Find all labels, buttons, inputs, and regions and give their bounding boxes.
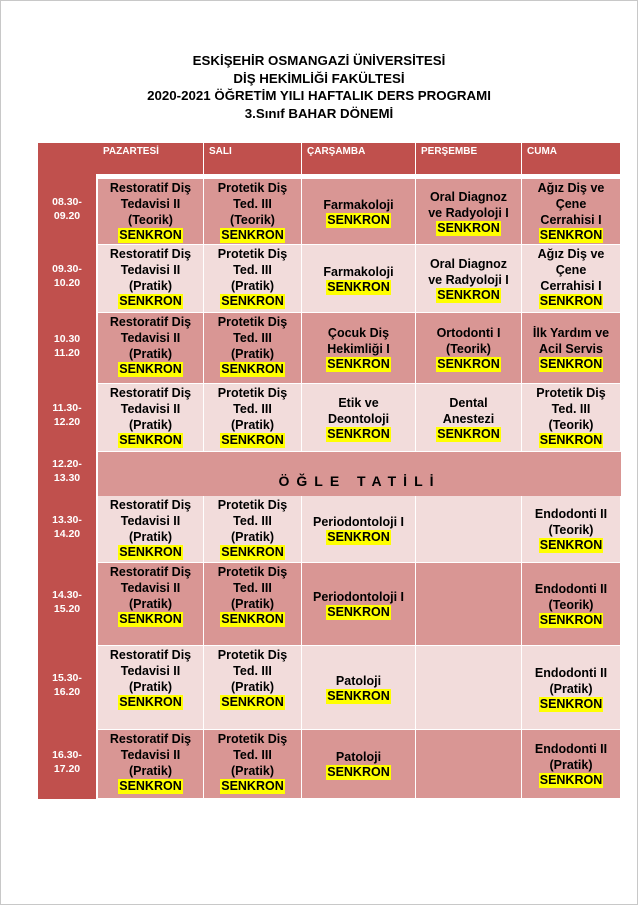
sync-badge: SENKRON (539, 357, 603, 371)
course-text: (Pratik) (230, 418, 275, 432)
sync-badge: SENKRON (539, 228, 603, 242)
title-faculty: DİŞ HEKİMLİĞİ FAKÜLTESİ (233, 70, 405, 86)
course-text: Tedavisi II (120, 514, 181, 528)
sync-badge: SENKRON (327, 279, 390, 294)
course-text: ve Radyoloji I (428, 272, 509, 287)
sync-badge: SENKRON (221, 228, 284, 242)
course-text: (Pratik) (128, 418, 173, 432)
course-text: Ağız Diş ve (537, 181, 605, 195)
course-cell (204, 245, 301, 312)
course-text: Ted. III (233, 581, 272, 595)
day-header-5: CUMA (522, 143, 620, 174)
course-text: (Pratik) (549, 681, 593, 696)
course-text: Acil Servis (539, 342, 603, 356)
sync-badge: SENKRON (221, 545, 284, 559)
course-text: (Teorik) (548, 598, 594, 612)
time-slot (38, 384, 96, 452)
course-text: Protetik Diş (217, 732, 288, 746)
sync-badge: SENKRON (221, 612, 284, 626)
course-text: Ted. III (233, 664, 272, 678)
time-label: 12.20- 13.30 (52, 458, 82, 484)
course-text: (Pratik) (128, 597, 173, 611)
course-text: Restoratif Diş (109, 315, 192, 329)
course-text: Restoratif Diş (109, 181, 192, 195)
course-text: (Pratik) (128, 764, 173, 778)
course-text: Protetik Diş (217, 648, 288, 662)
sync-badge: SENKRON (327, 688, 390, 703)
sync-badge: SENKRON (119, 294, 182, 308)
course-cell (204, 646, 301, 729)
course-text: Restoratif Diş (109, 386, 192, 400)
course-text: Periodontoloji I (313, 590, 404, 604)
course-text: Oral Diagnoz (429, 256, 508, 271)
sync-badge: SENKRON (119, 545, 182, 559)
course-cell (522, 730, 620, 798)
course-cell (416, 179, 521, 244)
sync-badge: SENKRON (437, 357, 500, 371)
schedule-table (38, 143, 621, 799)
course-text: Dental (449, 395, 488, 410)
course-text: Etik ve (338, 395, 379, 410)
course-text: (Pratik) (230, 279, 275, 293)
time-slot (38, 313, 96, 384)
course-cell (416, 563, 521, 645)
course-cell (98, 496, 203, 562)
sync-badge: SENKRON (119, 612, 182, 626)
course-cell (98, 563, 203, 645)
course-text: Oral Diagnoz (429, 189, 508, 204)
course-text: Restoratif Diş (109, 498, 192, 512)
course-text: Endodonti II (534, 665, 608, 680)
time-slot (38, 563, 96, 646)
course-text: Çocuk Diş (327, 326, 390, 340)
sync-badge: SENKRON (327, 530, 390, 544)
sync-badge: SENKRON (221, 362, 284, 376)
course-cell (522, 245, 620, 312)
course-cell (416, 245, 521, 312)
course-text: Patoloji (335, 750, 382, 764)
course-text: Periodontoloji I (313, 515, 404, 529)
course-text: Tedavisi II (120, 581, 181, 595)
course-text: (Pratik) (128, 680, 173, 694)
course-text: (Teorik) (548, 418, 594, 432)
time-slot (38, 496, 96, 563)
course-cell (302, 646, 415, 729)
course-text: (Pratik) (128, 530, 173, 544)
time-label: 09.30- 10.20 (52, 263, 82, 289)
course-cell (204, 496, 301, 562)
course-cell (98, 646, 203, 729)
course-text: Anestezi (442, 411, 495, 426)
course-text: Deontoloji (327, 411, 390, 426)
course-text: Ted. III (233, 514, 272, 528)
course-cell (302, 384, 415, 451)
course-text: Protetik Diş (217, 565, 288, 579)
course-text: Protetik Diş (536, 386, 606, 400)
time-label: 15.30- 16.20 (52, 672, 82, 698)
course-cell (204, 730, 301, 798)
course-text: Ted. III (233, 748, 272, 762)
course-text: (Teorik) (446, 342, 491, 356)
course-cell (302, 179, 415, 244)
course-text: Ted. III (233, 263, 272, 277)
course-text: Restoratif Diş (109, 648, 192, 662)
header-corner (38, 143, 98, 174)
sync-badge: SENKRON (119, 695, 182, 709)
course-cell (416, 384, 521, 451)
course-text: (Teorik) (128, 213, 173, 227)
course-text: (Pratik) (128, 347, 173, 361)
day-header-2: SALI (204, 143, 301, 174)
course-cell (302, 730, 415, 798)
time-label: 14.30- 15.20 (52, 588, 82, 615)
course-text: (Pratik) (230, 680, 275, 694)
course-text: Tedavisi II (120, 331, 181, 345)
course-cell (522, 179, 620, 244)
sync-badge: SENKRON (119, 779, 182, 793)
course-cell (98, 730, 203, 798)
course-cell (522, 313, 620, 383)
course-text: Çene (555, 263, 587, 277)
course-cell (416, 496, 521, 562)
sync-badge: SENKRON (327, 426, 390, 441)
time-slot (38, 646, 96, 730)
course-text: Ağız Diş ve (537, 247, 605, 261)
lunch-label: ÖĞLE TATİLİ (278, 473, 441, 489)
day-header-3: ÇARŞAMBA (302, 143, 415, 174)
course-text: Ted. III (233, 402, 272, 416)
sync-badge: SENKRON (221, 433, 284, 447)
sync-badge: SENKRON (437, 426, 500, 441)
course-text: Farmakoloji (323, 264, 394, 279)
course-text: Endodonti II (534, 582, 608, 596)
sync-badge: SENKRON (539, 696, 603, 711)
sync-badge: SENKRON (327, 357, 390, 371)
course-text: Restoratif Diş (109, 565, 192, 579)
sync-badge: SENKRON (119, 362, 182, 376)
course-text: Endodonti II (534, 742, 608, 756)
course-text: Restoratif Diş (109, 247, 192, 261)
course-text: Protetik Diş (217, 181, 288, 195)
course-text: Tedavisi II (120, 748, 181, 762)
course-text: Tedavisi II (120, 197, 181, 211)
time-label: 16.30- 17.20 (52, 748, 82, 775)
title-program: 2020-2021 ÖĞRETİM YILI HAFTALIK DERS PROGRAMI (147, 88, 491, 103)
course-text: Endodonti II (534, 507, 608, 521)
time-label: 08.30- 09.20 (52, 196, 82, 222)
course-cell (204, 179, 301, 244)
course-cell (522, 384, 620, 451)
sync-badge: SENKRON (539, 538, 603, 552)
day-header-1: PAZARTESİ (98, 143, 203, 174)
course-text: Tedavisi II (120, 263, 181, 277)
sync-badge: SENKRON (221, 294, 284, 308)
course-cell (416, 646, 521, 729)
course-text: Tedavisi II (120, 402, 181, 416)
sync-badge: SENKRON (221, 779, 284, 793)
course-text: Protetik Diş (217, 498, 288, 512)
course-text: Ted. III (551, 402, 591, 416)
sync-badge: SENKRON (119, 228, 182, 242)
course-text: Restoratif Diş (109, 732, 192, 746)
course-text: (Pratik) (549, 758, 593, 772)
course-cell (204, 384, 301, 451)
title-university: ESKİŞEHİR OSMANGAZİ ÜNİVERSİTESİ (192, 53, 446, 68)
day-header-4: PERŞEMBE (416, 143, 521, 174)
course-text: (Pratik) (230, 530, 275, 544)
time-slot (38, 452, 96, 496)
course-cell (98, 179, 203, 244)
course-text: Tedavisi II (120, 664, 181, 678)
course-cell (98, 384, 203, 451)
time-slot (38, 245, 96, 313)
course-cell (522, 496, 620, 562)
sync-badge: SENKRON (539, 294, 603, 308)
lunch-break (98, 452, 621, 496)
course-text: Cerrahisi I (540, 213, 602, 227)
course-text: (Teorik) (230, 213, 275, 227)
course-text: Protetik Diş (217, 386, 288, 400)
course-cell (416, 730, 521, 798)
sync-badge: SENKRON (327, 212, 390, 227)
course-cell (302, 563, 415, 645)
course-cell (416, 313, 521, 383)
course-text: Cerrahisi I (540, 279, 602, 293)
sync-badge: SENKRON (221, 695, 284, 709)
sync-badge: SENKRON (437, 287, 500, 302)
course-text: Hekimliği I (327, 342, 390, 356)
course-text: Patoloji (335, 673, 382, 688)
course-cell (302, 245, 415, 312)
sync-badge: SENKRON (539, 773, 603, 787)
course-text: Ted. III (233, 331, 272, 345)
course-text: Protetik Diş (217, 247, 288, 261)
course-text: (Pratik) (230, 347, 275, 361)
sync-badge: SENKRON (437, 220, 500, 235)
course-text: Farmakoloji (323, 197, 394, 212)
page-title (0, 52, 638, 122)
course-cell (522, 563, 620, 645)
course-text: Çene (555, 197, 587, 211)
course-cell (98, 313, 203, 383)
course-cell (204, 563, 301, 645)
course-text: (Pratik) (128, 279, 173, 293)
time-label: 13.30- 14.20 (52, 513, 82, 540)
time-slot (38, 179, 96, 245)
sync-badge: SENKRON (539, 613, 603, 627)
course-text: Ted. III (233, 197, 272, 211)
sync-badge: SENKRON (119, 433, 182, 447)
course-text: Protetik Diş (217, 315, 288, 329)
course-text: (Teorik) (548, 523, 594, 537)
course-text: (Pratik) (230, 764, 275, 778)
time-slot (38, 730, 96, 799)
course-cell (98, 245, 203, 312)
course-text: İlk Yardım ve (532, 326, 610, 340)
sync-badge: SENKRON (327, 765, 390, 779)
time-label: 10.30 11.20 (53, 332, 81, 359)
course-cell (302, 313, 415, 383)
time-label: 11.30- 12.20 (52, 402, 82, 428)
course-cell (302, 496, 415, 562)
sync-badge: SENKRON (327, 605, 390, 619)
title-term: 3.Sınıf BAHAR DÖNEMİ (244, 105, 394, 121)
sync-badge: SENKRON (539, 433, 603, 447)
course-text: Ortodonti I (436, 326, 501, 340)
course-text: (Pratik) (230, 597, 275, 611)
course-text: ve Radyoloji I (428, 205, 509, 220)
course-cell (522, 646, 620, 729)
course-cell (204, 313, 301, 383)
